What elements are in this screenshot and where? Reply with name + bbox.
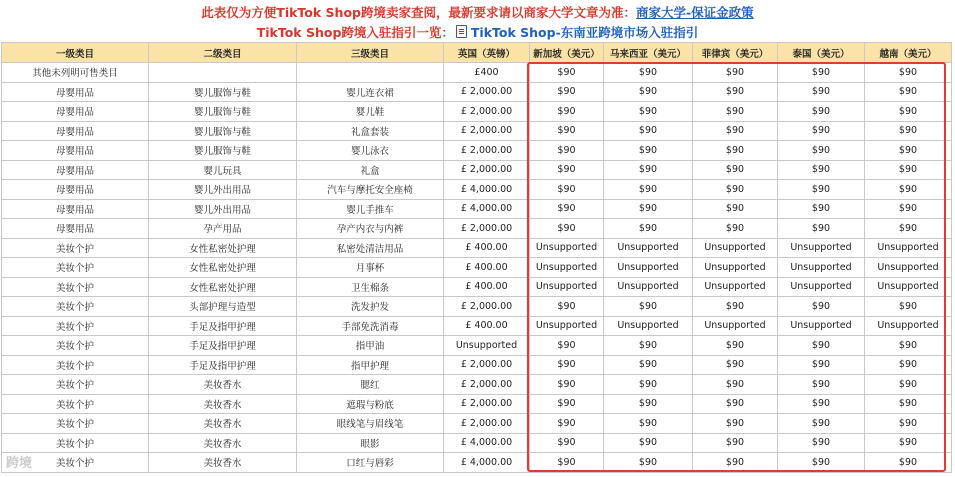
cell-uk[interactable]: £ 4,000.00 <box>444 433 530 453</box>
cell-vn[interactable]: $90 <box>865 297 952 317</box>
cell-c1[interactable]: 母婴用品 <box>2 160 149 180</box>
cell-c3[interactable]: 洗发护发 <box>297 297 444 317</box>
cell-ph[interactable]: Unsupported <box>693 316 778 336</box>
cell-th[interactable]: $90 <box>778 433 865 453</box>
cell-c3[interactable]: 汽车与摩托安全座椅 <box>297 180 444 200</box>
cell-ph[interactable]: $90 <box>693 414 778 434</box>
cell-th[interactable]: $90 <box>778 63 865 83</box>
cell-c3[interactable]: 遮瑕与粉底 <box>297 394 444 414</box>
table-row <box>2 63 952 83</box>
cell-vn[interactable]: $90 <box>865 394 952 414</box>
cell-c2[interactable]: 女性私密处护理 <box>149 238 297 258</box>
table-row <box>2 219 952 239</box>
cell-vn[interactable]: Unsupported <box>865 277 952 297</box>
cell-vn[interactable]: $90 <box>865 336 952 356</box>
cell-ph[interactable]: $90 <box>693 375 778 395</box>
cell-ph[interactable]: $90 <box>693 180 778 200</box>
cell-c2[interactable]: 婴儿外出用品 <box>149 180 297 200</box>
cell-my[interactable]: $90 <box>604 453 693 473</box>
cell-my[interactable]: Unsupported <box>604 316 693 336</box>
cell-c2[interactable]: 婴儿服饰与鞋 <box>149 121 297 141</box>
cell-my[interactable]: $90 <box>604 219 693 239</box>
guide-text: TikTok Shop跨境入驻指引一览： <box>256 25 454 40</box>
table-row <box>2 355 952 375</box>
cell-sg[interactable]: $90 <box>530 102 604 122</box>
cell-vn[interactable]: $90 <box>865 414 952 434</box>
cell-my[interactable]: $90 <box>604 336 693 356</box>
cell-sg[interactable]: $90 <box>530 160 604 180</box>
cell-ph[interactable]: Unsupported <box>693 238 778 258</box>
cell-c3[interactable]: 腮红 <box>297 375 444 395</box>
cell-sg[interactable]: $90 <box>530 394 604 414</box>
cell-th[interactable]: $90 <box>778 82 865 102</box>
cell-c1[interactable]: 母婴用品 <box>2 219 149 239</box>
cell-c2[interactable]: 头部护理与造型 <box>149 297 297 317</box>
cell-sg[interactable]: $90 <box>530 375 604 395</box>
cell-vn[interactable]: $90 <box>865 102 952 122</box>
cell-c3[interactable]: 眼线笔与眉线笔 <box>297 414 444 434</box>
header-cell[interactable]: 英国（英镑） <box>444 43 530 63</box>
cell-th[interactable]: $90 <box>778 199 865 219</box>
cell-c3[interactable]: 指甲油 <box>297 336 444 356</box>
cell-c2[interactable]: 婴儿服饰与鞋 <box>149 102 297 122</box>
cell-c1[interactable]: 美妆个护 <box>2 414 149 434</box>
cell-th[interactable]: $90 <box>778 141 865 161</box>
cell-my[interactable]: $90 <box>604 355 693 375</box>
cell-th[interactable]: $90 <box>778 219 865 239</box>
cell-c3[interactable]: 婴儿泳衣 <box>297 141 444 161</box>
table-row <box>2 199 952 219</box>
cell-my[interactable]: $90 <box>604 121 693 141</box>
notice-line <box>0 3 955 21</box>
policy-link[interactable]: 商家大学-保证金政策 <box>635 5 754 20</box>
cell-c1[interactable]: 美妆个护 <box>2 336 149 356</box>
header-cell[interactable]: 泰国（美元） <box>778 43 865 63</box>
cell-vn[interactable]: $90 <box>865 219 952 239</box>
cell-vn[interactable]: $90 <box>865 141 952 161</box>
watermark-logo: 跨境 <box>6 456 33 471</box>
cell-c2[interactable]: 婴儿外出用品 <box>149 199 297 219</box>
cell-c1[interactable]: 母婴用品 <box>2 141 149 161</box>
table-row <box>2 414 952 434</box>
cell-sg[interactable]: $90 <box>530 63 604 83</box>
cell-vn[interactable]: $90 <box>865 453 952 473</box>
cell-uk[interactable]: £ 400.00 <box>444 238 530 258</box>
cell-th[interactable]: $90 <box>778 160 865 180</box>
cell-c3[interactable]: 月事杯 <box>297 258 444 278</box>
table-row <box>2 316 952 336</box>
cell-c2[interactable]: 美妆香水 <box>149 433 297 453</box>
cell-my[interactable]: $90 <box>604 160 693 180</box>
cell-c1[interactable]: 母婴用品 <box>2 180 149 200</box>
table-row <box>2 141 952 161</box>
cell-c2[interactable]: 手足及指甲护理 <box>149 336 297 356</box>
cell-sg[interactable]: Unsupported <box>530 258 604 278</box>
cell-ph[interactable]: $90 <box>693 355 778 375</box>
cell-uk[interactable]: £ 4,000.00 <box>444 180 530 200</box>
cell-ph[interactable]: $90 <box>693 219 778 239</box>
cell-sg[interactable]: $90 <box>530 141 604 161</box>
cell-sg[interactable]: $90 <box>530 414 604 434</box>
cell-uk[interactable]: £ 2,000.00 <box>444 355 530 375</box>
cell-vn[interactable]: $90 <box>865 375 952 395</box>
cell-c2[interactable]: 美妆香水 <box>149 414 297 434</box>
cell-c1[interactable]: 美妆个护 <box>2 258 149 278</box>
cell-uk[interactable]: £ 2,000.00 <box>444 121 530 141</box>
cell-th[interactable]: $90 <box>778 297 865 317</box>
cell-th[interactable]: $90 <box>778 121 865 141</box>
cell-ph[interactable]: $90 <box>693 121 778 141</box>
table-row <box>2 453 952 473</box>
cell-ph[interactable]: $90 <box>693 394 778 414</box>
cell-c1[interactable]: 母婴用品 <box>2 102 149 122</box>
cell-my[interactable]: $90 <box>604 414 693 434</box>
cell-ph[interactable]: Unsupported <box>693 258 778 278</box>
cell-c3[interactable]: 礼盒 <box>297 160 444 180</box>
cell-c1[interactable]: 美妆个护 <box>2 453 149 473</box>
cell-th[interactable]: $90 <box>778 180 865 200</box>
cell-c2[interactable]: 美妆香水 <box>149 375 297 395</box>
cell-my[interactable]: Unsupported <box>604 258 693 278</box>
table-row <box>2 82 952 102</box>
table-row <box>2 121 952 141</box>
cell-c1[interactable]: 美妆个护 <box>2 355 149 375</box>
cell-c2[interactable]: 孕产用品 <box>149 219 297 239</box>
cell-sg[interactable]: Unsupported <box>530 238 604 258</box>
cell-uk[interactable]: £ 2,000.00 <box>444 297 530 317</box>
table-row <box>2 102 952 122</box>
cell-ph[interactable]: $90 <box>693 160 778 180</box>
cell-sg[interactable]: $90 <box>530 297 604 317</box>
cell-th[interactable]: $90 <box>778 355 865 375</box>
cell-uk[interactable]: £ 2,000.00 <box>444 141 530 161</box>
cell-my[interactable]: $90 <box>604 394 693 414</box>
cell-uk[interactable]: £ 2,000.00 <box>444 219 530 239</box>
cell-uk[interactable]: £ 4,000.00 <box>444 453 530 473</box>
cell-c3[interactable]: 私密处清洁用品 <box>297 238 444 258</box>
cell-c3[interactable]: 孕产内衣与内裤 <box>297 219 444 239</box>
cell-sg[interactable]: Unsupported <box>530 277 604 297</box>
cell-c2[interactable]: 手足及指甲护理 <box>149 355 297 375</box>
cell-th[interactable]: $90 <box>778 102 865 122</box>
header-cell[interactable]: 马来西亚（美元） <box>604 43 693 63</box>
cell-vn[interactable]: Unsupported <box>865 316 952 336</box>
cell-c2[interactable] <box>149 63 297 83</box>
header-cell[interactable]: 新加坡（美元） <box>530 43 604 63</box>
cell-uk[interactable]: £400 <box>444 63 530 83</box>
cell-vn[interactable]: $90 <box>865 121 952 141</box>
cell-c1[interactable]: 美妆个护 <box>2 316 149 336</box>
header-cell[interactable]: 三级类目 <box>297 43 444 63</box>
cell-sg[interactable]: Unsupported <box>530 316 604 336</box>
cell-th[interactable]: $90 <box>778 336 865 356</box>
cell-vn[interactable]: $90 <box>865 199 952 219</box>
cell-ph[interactable]: $90 <box>693 433 778 453</box>
cell-uk[interactable]: £ 400.00 <box>444 316 530 336</box>
cell-my[interactable]: $90 <box>604 63 693 83</box>
cell-ph[interactable]: $90 <box>693 453 778 473</box>
cell-c2[interactable]: 手足及指甲护理 <box>149 316 297 336</box>
cell-th[interactable]: Unsupported <box>778 258 865 278</box>
table-row <box>2 297 952 317</box>
cell-uk[interactable]: Unsupported <box>444 336 530 356</box>
cell-vn[interactable]: Unsupported <box>865 258 952 278</box>
cell-uk[interactable]: £ 2,000.00 <box>444 102 530 122</box>
cell-c1[interactable]: 母婴用品 <box>2 199 149 219</box>
cell-sg[interactable]: $90 <box>530 82 604 102</box>
cell-c2[interactable]: 女性私密处护理 <box>149 258 297 278</box>
cell-ph[interactable]: Unsupported <box>693 277 778 297</box>
header-cell[interactable]: 二级类目 <box>149 43 297 63</box>
cell-uk[interactable]: £ 2,000.00 <box>444 160 530 180</box>
cell-c1[interactable]: 其他未列明可售类目 <box>2 63 149 83</box>
sheet-titles <box>0 0 955 42</box>
cell-c3[interactable]: 指甲护理 <box>297 355 444 375</box>
cell-sg[interactable]: $90 <box>530 336 604 356</box>
cell-my[interactable]: Unsupported <box>604 238 693 258</box>
cell-th[interactable]: $90 <box>778 453 865 473</box>
guide-link[interactable]: TikTok Shop-东南亚跨境市场入驻指引 <box>470 25 699 40</box>
cell-my[interactable]: $90 <box>604 180 693 200</box>
cell-my[interactable]: $90 <box>604 375 693 395</box>
cell-c3[interactable]: 卫生棉条 <box>297 277 444 297</box>
cell-sg[interactable]: $90 <box>530 199 604 219</box>
cell-c3[interactable] <box>297 63 444 83</box>
cell-ph[interactable]: $90 <box>693 336 778 356</box>
cell-c2[interactable]: 女性私密处护理 <box>149 277 297 297</box>
cell-c2[interactable]: 婴儿服饰与鞋 <box>149 141 297 161</box>
cell-my[interactable]: $90 <box>604 82 693 102</box>
cell-c1[interactable]: 美妆个护 <box>2 277 149 297</box>
table-row <box>2 375 952 395</box>
cell-sg[interactable]: $90 <box>530 453 604 473</box>
cell-c1[interactable]: 美妆个护 <box>2 433 149 453</box>
cell-c3[interactable]: 婴儿手推车 <box>297 199 444 219</box>
table-row <box>2 336 952 356</box>
cell-c3[interactable]: 口红与唇彩 <box>297 453 444 473</box>
cell-c3[interactable]: 婴儿连衣裙 <box>297 82 444 102</box>
cell-th[interactable]: $90 <box>778 375 865 395</box>
header-cell[interactable]: 菲律宾（美元） <box>693 43 778 63</box>
header-cell[interactable]: 越南（美元） <box>865 43 952 63</box>
cell-th[interactable]: $90 <box>778 414 865 434</box>
cell-sg[interactable]: $90 <box>530 180 604 200</box>
cell-uk[interactable]: £ 2,000.00 <box>444 394 530 414</box>
header-row <box>2 43 952 63</box>
cell-uk[interactable]: £ 400.00 <box>444 277 530 297</box>
cell-c2[interactable]: 婴儿服饰与鞋 <box>149 82 297 102</box>
cell-uk[interactable]: £ 400.00 <box>444 258 530 278</box>
document-icon <box>456 25 467 38</box>
cell-my[interactable]: $90 <box>604 433 693 453</box>
cell-c1[interactable]: 美妆个护 <box>2 375 149 395</box>
cell-sg[interactable]: $90 <box>530 355 604 375</box>
cell-c1[interactable]: 美妆个护 <box>2 394 149 414</box>
table-row <box>2 433 952 453</box>
cell-vn[interactable]: $90 <box>865 180 952 200</box>
cell-vn[interactable]: $90 <box>865 433 952 453</box>
cell-th[interactable]: Unsupported <box>778 277 865 297</box>
cell-uk[interactable]: £ 4,000.00 <box>444 199 530 219</box>
cell-ph[interactable]: $90 <box>693 141 778 161</box>
cell-vn[interactable]: $90 <box>865 82 952 102</box>
table-row <box>2 160 952 180</box>
cell-sg[interactable]: $90 <box>530 219 604 239</box>
table-row <box>2 258 952 278</box>
cell-uk[interactable]: £ 2,000.00 <box>444 82 530 102</box>
cell-ph[interactable]: $90 <box>693 63 778 83</box>
cell-c3[interactable]: 眼影 <box>297 433 444 453</box>
cell-sg[interactable]: $90 <box>530 121 604 141</box>
deposit-table <box>1 42 952 473</box>
cell-c3[interactable]: 礼盒套装 <box>297 121 444 141</box>
cell-sg[interactable]: $90 <box>530 433 604 453</box>
header-cell[interactable]: 一级类目 <box>2 43 149 63</box>
cell-th[interactable]: Unsupported <box>778 316 865 336</box>
cell-uk[interactable]: £ 2,000.00 <box>444 375 530 395</box>
cell-th[interactable]: Unsupported <box>778 238 865 258</box>
cell-th[interactable]: $90 <box>778 394 865 414</box>
cell-vn[interactable]: Unsupported <box>865 238 952 258</box>
cell-c3[interactable]: 手部免洗消毒 <box>297 316 444 336</box>
cell-ph[interactable]: $90 <box>693 82 778 102</box>
cell-c1[interactable]: 美妆个护 <box>2 297 149 317</box>
guide-line <box>0 23 955 41</box>
cell-vn[interactable]: $90 <box>865 160 952 180</box>
cell-ph[interactable]: $90 <box>693 199 778 219</box>
notice-text: 此表仅为方便TikTok Shop跨境卖家查阅，最新要求请以商家大学文章为准： <box>201 5 636 20</box>
cell-c3[interactable]: 婴儿鞋 <box>297 102 444 122</box>
cell-vn[interactable]: $90 <box>865 355 952 375</box>
cell-my[interactable]: $90 <box>604 141 693 161</box>
cell-c1[interactable]: 母婴用品 <box>2 121 149 141</box>
cell-my[interactable]: $90 <box>604 297 693 317</box>
cell-c1[interactable]: 美妆个护 <box>2 238 149 258</box>
cell-c2[interactable]: 婴儿玩具 <box>149 160 297 180</box>
table-row <box>2 180 952 200</box>
cell-my[interactable]: Unsupported <box>604 277 693 297</box>
cell-c2[interactable]: 美妆香水 <box>149 453 297 473</box>
cell-uk[interactable]: £ 2,000.00 <box>444 414 530 434</box>
cell-c1[interactable]: 母婴用品 <box>2 82 149 102</box>
table-row <box>2 277 952 297</box>
table-row <box>2 238 952 258</box>
cell-ph[interactable]: $90 <box>693 102 778 122</box>
cell-vn[interactable]: $90 <box>865 63 952 83</box>
cell-my[interactable]: $90 <box>604 102 693 122</box>
table-row <box>2 394 952 414</box>
cell-c2[interactable]: 美妆香水 <box>149 394 297 414</box>
cell-my[interactable]: $90 <box>604 199 693 219</box>
cell-ph[interactable]: $90 <box>693 297 778 317</box>
